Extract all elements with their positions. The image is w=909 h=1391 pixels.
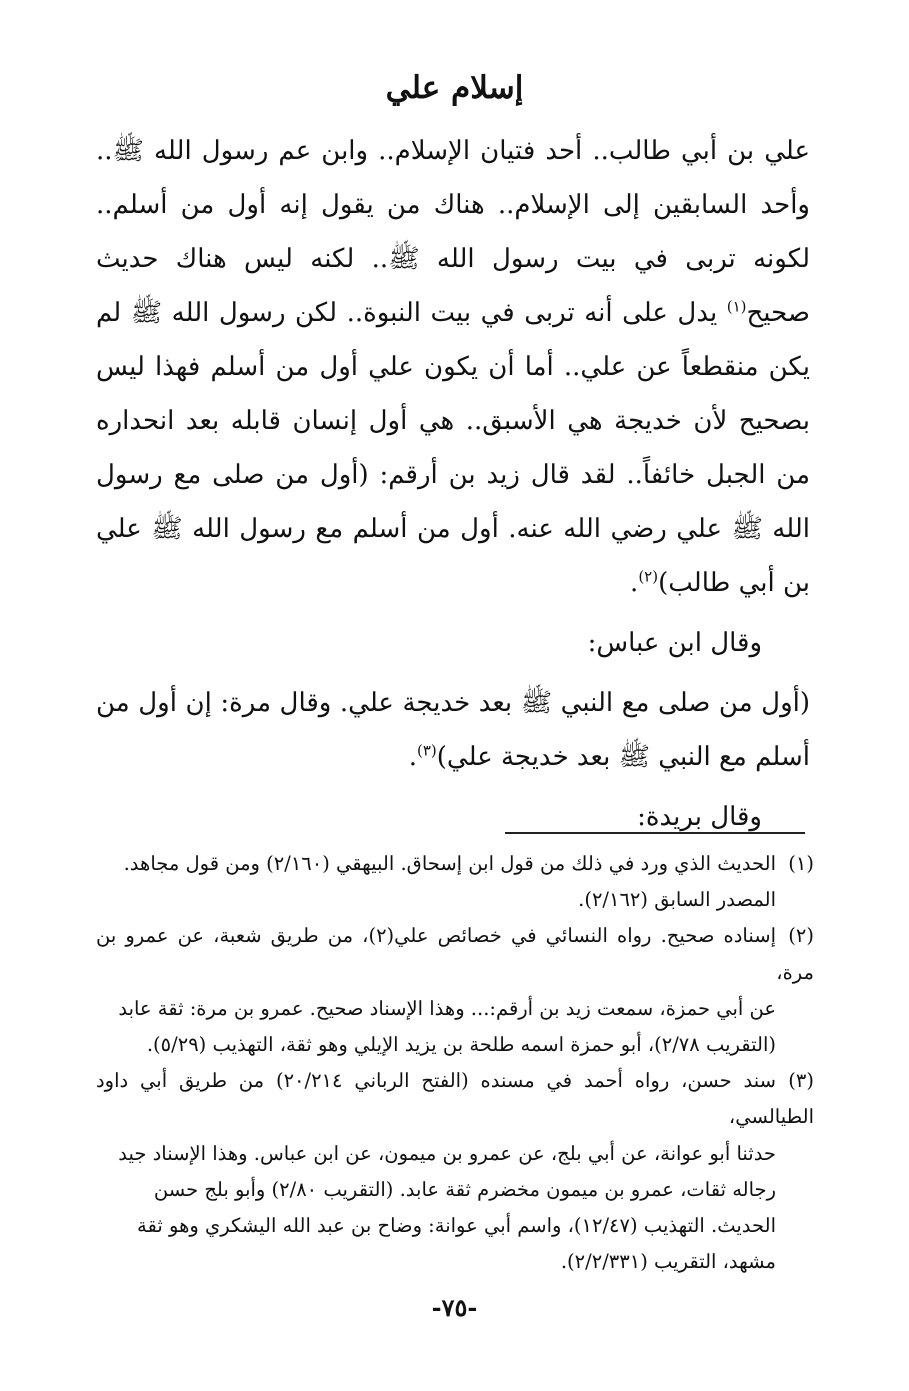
paragraph-ibn-abbas-intro: وقال ابن عباس: xyxy=(587,628,762,658)
footnote-1 xyxy=(96,846,814,918)
page-number: -٧٥- xyxy=(431,1293,478,1322)
footnote-text: الحديث. التهذيب (١٢/٤٧)، واسم أبي عوانة: وضاح بن عبد الله اليشكري وهو ثقة xyxy=(137,1214,776,1238)
paragraph-intro xyxy=(96,124,810,610)
footnote-text: رجاله ثقات، عمرو بن ميمون مخضرم ثقة عابد. (التقريب ٢/٨٠) وأبو بلج حسن xyxy=(153,1177,776,1201)
footnote-text: عن أبي حمزة، سمعت زيد بن أرقم:... وهذا الإسناد صحيح. عمرو بن مرة: ثقة عابد xyxy=(118,996,776,1020)
footnote-ref: (١) xyxy=(726,297,747,316)
footnote-3 xyxy=(96,1063,814,1280)
footnote-text: مشهد، التقريب (٢/٢/٣٣١). xyxy=(560,1250,776,1274)
footnote-ref: (٢) xyxy=(638,567,659,586)
main-text xyxy=(96,124,810,844)
text-line: أنه تربى في بيت النبوة.. لكن رسول الله ﷺ لم يكن منقطعاً عن علي.. xyxy=(96,298,810,382)
text-line: يدل على xyxy=(622,298,727,328)
footnote-text: (التقريب ٢/٧٨)، أبو حمزة اسمه طلحة بن يزيد الإيلي وهو ثقة، التهذيب (٥/٢٩). xyxy=(146,1033,776,1057)
footnote-text: سند حسن، رواه أحمد في مسنده (الفتح الرباني ٢٠/٢١٤) من طريق أبي داود الطيالسي، xyxy=(96,1069,814,1129)
sentence-end: . xyxy=(630,568,639,598)
text-line: تربى في بيت رسول الله ﷺ.. لكنه ليس هناك حديث صحيح xyxy=(96,244,810,328)
text-line: الأسبق.. هي أول إنسان قابله بعد انحداره من الجبل خائفاً.. لقد قال زيد xyxy=(96,406,811,490)
footnote-separator xyxy=(505,832,805,834)
section-title: إسلام علي xyxy=(385,70,524,106)
footnote-text: الحديث الذي ورد في ذلك من قول ابن إسحاق. البيهقي (٢/١٦٠) ومن قول مجاهد. xyxy=(123,852,776,875)
sentence-end: . xyxy=(408,742,417,772)
footnote-2 xyxy=(96,918,814,1063)
footnote-ref: (٣) xyxy=(416,741,437,760)
paragraph-buraydah-intro: وقال بريدة: xyxy=(637,802,762,832)
footnotes xyxy=(96,846,814,1280)
text-line: أما أن يكون علي أول من أسلم فهذا ليس بصحيح لأن خديجة هي xyxy=(96,352,810,436)
footnote-number: (٣) xyxy=(788,1069,814,1093)
text-line: وأحد السابقين إلى الإسلام.. هناك من يقول إنه أول من أسلم.. لكونه xyxy=(96,190,810,274)
text-line: (أول من صلى مع النبي ﷺ بعد خديجة علي. وقال مرة: إن أول من xyxy=(96,688,811,718)
paragraph-ibn-abbas-quote xyxy=(96,676,810,784)
footnote-text: حدثنا أبو عوانة، عن أبي بلج، عن عمرو بن ميمون، عن ابن عباس. وهذا الإسناد جيد xyxy=(118,1141,776,1165)
text-line: أسلم مع رسول الله ﷺ علي بن أبي طالب) xyxy=(96,514,810,598)
footnote-text: المصدر السابق (٢/١٦٢). xyxy=(578,888,776,912)
text-line: بن أرقم: (أول من صلى مع رسول الله ﷺ علي رضي الله عنه. أول من xyxy=(96,460,810,544)
footnote-number: (١) xyxy=(788,852,814,875)
footnote-number: (٢) xyxy=(788,924,814,948)
footnote-text: إسناده صحيح. رواه النسائي في خصائص علي(٢)، من طريق شعبة، عن عمرو بن مرة، xyxy=(96,924,814,984)
text-line: أسلم مع النبي ﷺ بعد خديجة علي) xyxy=(436,742,810,772)
text-line: علي بن أبي طالب.. أحد فتيان الإسلام.. وابن عم رسول الله ﷺ.. xyxy=(96,136,810,166)
